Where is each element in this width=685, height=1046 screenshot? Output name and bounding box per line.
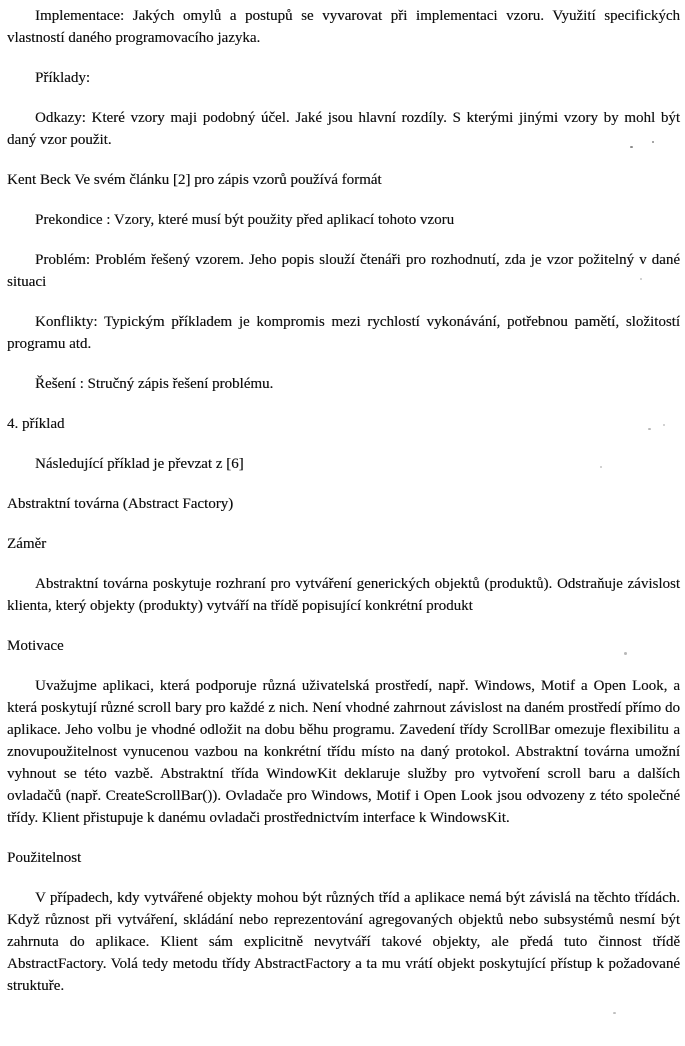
para-nasledujici: Následující příklad je převzat z [6] — [35, 456, 244, 472]
scan-speckle — [652, 141, 654, 143]
heading-abstraktni-tovarna: Abstraktní továrna (Abstract Factory) — [7, 496, 234, 512]
scan-speckle — [648, 428, 651, 430]
scan-speckle — [600, 466, 602, 468]
para-zamer: Abstraktní továrna poskytuje rozhraní pro vytváření generických objektů (produktů). Odstraňuje závislost klienta, který objekty (produkty) vytváří na třídě popisující konkrétní produkt — [7, 576, 680, 614]
para-prekondice: Prekondice : Vzory, které musí být použity před aplikací tohoto vzoru — [35, 212, 455, 228]
heading-motivace: Motivace — [7, 638, 64, 654]
para-problem: Problém: Problém řešený vzorem. Jeho popis slouží čtenáři pro rozhodnutí, zda je vzor požitelný v dané situaci — [7, 252, 680, 290]
scan-speckle — [613, 1012, 616, 1014]
para-pouzitelnost: V případech, kdy vytvářené objekty mohou být různých tříd a aplikace nemá být závislá na těchto třídách. Když různost při vytváření, skládání nebo reprezentování agregovaných objektů nebo subsystémů nesmí být zahrnuta do aplikace. Klient sám explicitně nevytváří takové objekty, ale předá tuto činnost třídě AbstractFactory. Volá tedy metodu třídy AbstractFactory a ta mu vrátí objekt poskytující přístup k požadované struktuře. — [7, 890, 680, 994]
heading-zamer: Záměr — [7, 536, 47, 552]
para-motivace: Uvažujme aplikaci, která podporuje různá uživatelská prostředí, např. Windows, Motif a Open Look, a která poskytují různé scroll bary pro každé z nich. Není vhodné zahrnout závislost na daném prostředí přímo do aplikace. Jeho volbu je vhodné odložit na dobu běhu programu. Zavedení třídy ScrollBar omezuje flexibilitu a znovupoužitelnost vynucenou vazbou na konkrétní třídu místo na daný protokol. Abstraktní továrna umožní vyhnout se této vazbě. Abstraktní třída WindowKit deklaruje služby pro vytvoření scroll baru a dalších ovladačů (např. CreateScrollBar()). Ovladače pro Windows, Motif i Open Look jsou odvozeny z této společné třídy. Klient přistupuje k danému ovladači prostřednictvím interface k WindowsKit. — [7, 678, 680, 826]
heading-4-priklad: 4. příklad — [7, 416, 65, 432]
scan-speckle — [630, 146, 633, 148]
line-kent-beck: Kent Beck Ve svém článku [2] pro zápis vzorů používá formát — [7, 172, 382, 188]
scan-speckle — [624, 652, 627, 655]
para-reseni: Řešení : Stručný zápis řešení problému. — [35, 376, 274, 392]
para-implementace: Implementace: Jakých omylů a postupů se vyvarovat při implementaci vzoru. Využití specifických vlastností daného programovacího jazyka. — [7, 8, 680, 46]
heading-priklady: Příklady: — [35, 70, 90, 86]
para-odkazy: Odkazy: Které vzory maji podobný účel. Jaké jsou hlavní rozdíly. S kterými jinými vzory by mohl být daný vzor použit. — [7, 110, 680, 148]
scan-speckle — [663, 424, 665, 426]
para-konflikty: Konflikty: Typickým příkladem je kompromis mezi rychlostí vykonávání, potřebnou pamětí, složitostí programu atd. — [7, 314, 680, 352]
scan-speckle — [640, 278, 642, 280]
heading-pouzitelnost: Použitelnost — [7, 850, 82, 866]
